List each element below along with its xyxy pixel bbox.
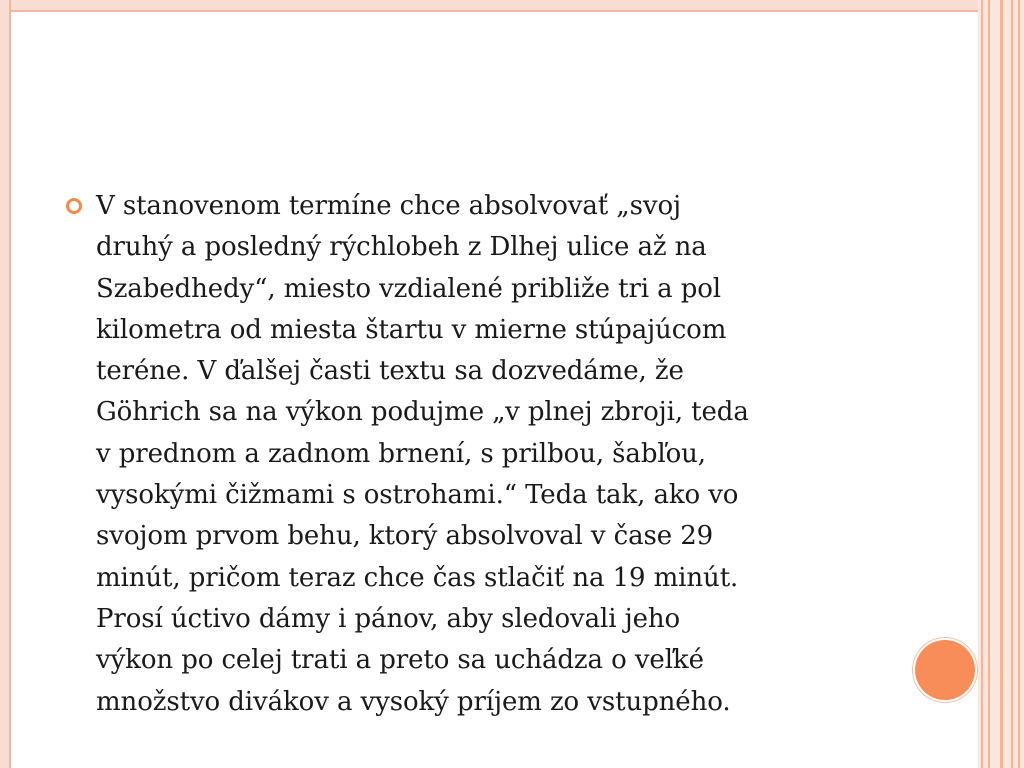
frame-top-border <box>0 0 1024 12</box>
bullet-item <box>66 186 886 723</box>
text-line: minút, pričom teraz chce čas stlačiť na 19 minút. <box>96 562 739 593</box>
text-line: výkon po celej trati a preto sa uchádza o veľké <box>96 645 704 676</box>
text-line: V stanovenom termíne chce absolvovať „svoj <box>96 191 681 221</box>
frame-stripe <box>1011 0 1013 768</box>
frame-stripe <box>988 0 990 768</box>
circle-bullet-icon <box>66 198 82 214</box>
frame-stripe <box>1018 0 1020 768</box>
text-line: teréne. V ďalšej časti textu sa dozvedáme, že <box>96 356 684 387</box>
frame-right-stripes <box>978 0 1024 768</box>
bullet-text <box>96 186 749 723</box>
orange-circle-icon <box>915 640 975 700</box>
text-line: druhý a posledný rýchlobeh z Dlhej ulice až na <box>96 232 707 263</box>
text-line: Szabedhedy“, miesto vzdialené približe tri a pol <box>96 273 722 304</box>
frame-stripe <box>1000 0 1003 768</box>
text-line: vysokými čižmami s ostrohami.“ Teda tak, ako vo <box>96 480 739 511</box>
text-line: Göhrich sa na výkon podujme „v plnej zbroji, teda <box>96 397 749 428</box>
text-line: svojom prvom behu, ktorý absolvoval v čase 29 <box>96 521 714 552</box>
text-line: kilometra od miesta štartu v mierne stúpajúcom <box>96 314 727 345</box>
text-line: v prednom a zadnom brnení, s prilbou, šabľou, <box>96 438 706 469</box>
text-line: množstvo divákov a vysoký príjem zo vstupného. <box>96 686 731 717</box>
frame-stripe <box>981 0 983 768</box>
text-line: Prosí úctivo dámy i pánov, aby sledovali jeho <box>96 603 681 634</box>
frame-left-border <box>0 0 11 768</box>
slide-content <box>66 186 886 723</box>
